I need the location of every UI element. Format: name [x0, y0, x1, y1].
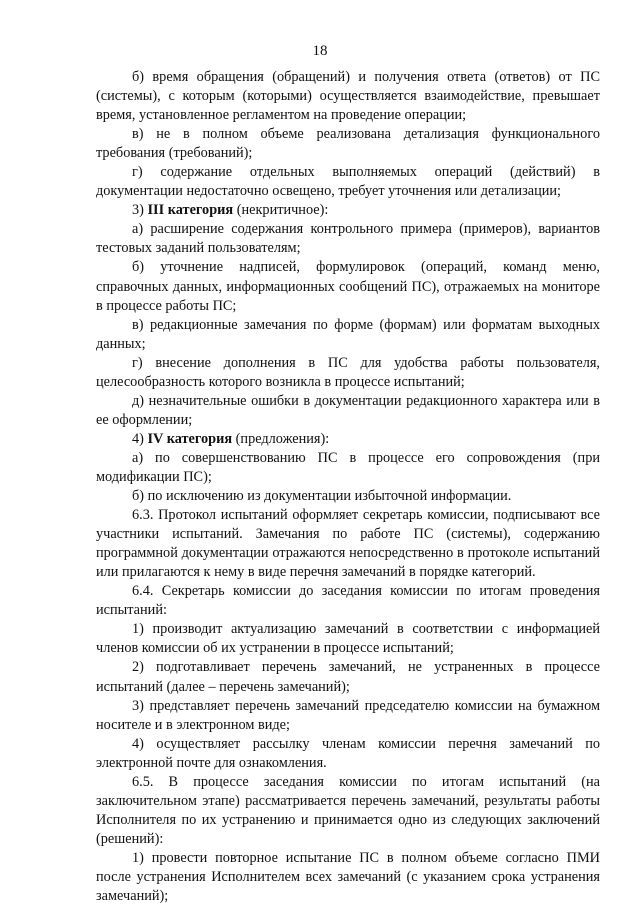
- paragraph: а) по совершенствованию ПС в процессе его сопровождения (при модификации ПС);: [96, 449, 600, 485]
- paragraph: б) уточнение надписей, формулировок (операций, команд меню, справочных данных, информационных сообщений ПС), отражаемых на мониторе в процессе работы ПС;: [96, 259, 600, 314]
- category-heading: IV категория: [147, 430, 233, 447]
- page-number: 18: [312, 43, 328, 59]
- paragraph-text: (некритичное):: [233, 202, 329, 219]
- paragraph: [96, 430, 600, 449]
- category-heading: III категория: [147, 202, 234, 219]
- paragraph: [96, 201, 600, 220]
- paragraph: 4) осуществляет рассылку членам комиссии перечня замечаний по электронной почте для ознакомления.: [96, 735, 600, 771]
- paragraph: г) содержание отдельных выполняемых операций (действий) в документации недостаточно освещено, требует уточнения или детализации;: [96, 164, 600, 200]
- paragraph: г) внесение дополнения в ПС для удобства работы пользователя, целесообразность которого возникла в процессе испытаний;: [96, 354, 600, 390]
- list-marker: 3): [132, 202, 148, 219]
- paragraph: 1) производит актуализацию замечаний в соответствии с информацией членов комиссии об их устранении в процессе испытаний;: [96, 621, 600, 657]
- paragraph-text: (предложения):: [232, 430, 330, 447]
- document-body: [96, 68, 600, 906]
- paragraph: 2) подготавливает перечень замечаний, не устраненных в процессе испытаний (далее – перечень замечаний);: [96, 659, 600, 695]
- paragraph: а) расширение содержания контрольного примера (примеров), вариантов тестовых заданий пользователям;: [96, 221, 600, 257]
- paragraph: б) по исключению из документации избыточной информации.: [132, 488, 512, 505]
- paragraph: д) незначительные ошибки в документации редакционного характера или в ее оформлении;: [96, 392, 600, 428]
- paragraph: 1) провести повторное испытание ПС в полном объеме согласно ПМИ после устранения Исполнителем всех замечаний (с указанием срока устранения замечаний);: [96, 849, 600, 905]
- paragraph: 6.3. Протокол испытаний оформляет секретарь комиссии, подписывают все участники испытаний. Замечания по работе ПС (системы), содержанию программной документации отражаются непосредственно в протоколе испытаний или прилагаются к нему в виде перечня замечаний в порядке категорий.: [96, 507, 600, 581]
- list-marker: 4): [132, 430, 148, 447]
- paragraph: 6.4. Секретарь комиссии до заседания комиссии по итогам проведения испытаний:: [96, 583, 600, 619]
- paragraph: в) редакционные замечания по форме (формам) или форматам выходных данных;: [96, 316, 600, 352]
- paragraph: 3) представляет перечень замечаний председателю комиссии на бумажном носителе и в электронном виде;: [96, 697, 600, 733]
- paragraph: 6.5. В процессе заседания комиссии по итогам испытаний (на заключительном этапе) рассматривается перечень замечаний, результаты работы Исполнителя по их устранению и принимается одно из следующих заключений (решений):: [96, 773, 600, 847]
- paragraph: б) время обращения (обращений) и получения ответа (ответов) от ПС (системы), с которым (которыми) осуществляется взаимодействие, превышает время, установленное регламентом на проведение операции;: [96, 69, 600, 124]
- paragraph: в) не в полном объеме реализована детализация функционального требования (требований);: [96, 126, 600, 162]
